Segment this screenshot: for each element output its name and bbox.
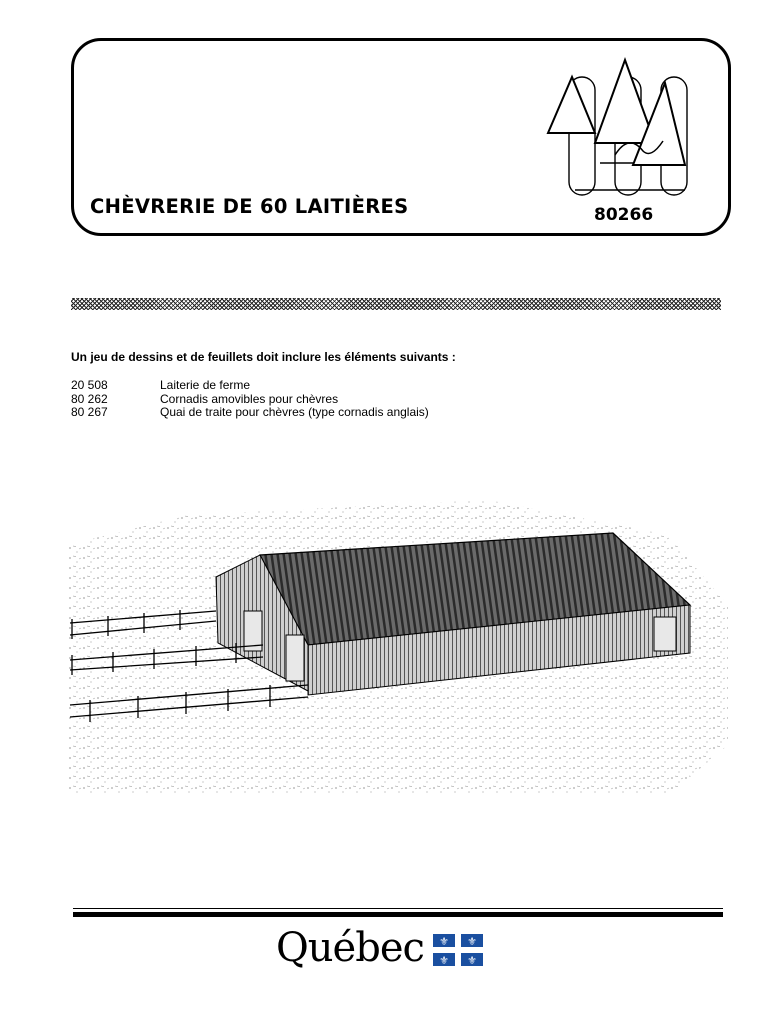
item-code: 20 508 [71, 378, 108, 392]
quebec-flag-icon [433, 934, 483, 971]
svg-text:⚜: ⚜ [439, 935, 449, 948]
plan-number: 80266 [594, 205, 654, 225]
item-label: Cornadis amovibles pour chèvres [160, 391, 339, 406]
item-code: 80 267 [71, 405, 108, 419]
list-item [71, 379, 429, 393]
svg-text:⚜: ⚜ [439, 954, 449, 966]
svg-text:⚜: ⚜ [467, 954, 477, 966]
agri-plans-logo-icon [545, 55, 690, 205]
item-label: Quai de traite pour chèvres (type cornadis anglais) [160, 405, 429, 419]
footer-rule-thick [73, 912, 723, 917]
svg-text:⚜: ⚜ [467, 935, 477, 948]
hatched-divider [71, 298, 721, 310]
quebec-wordmark: Québec [276, 925, 424, 971]
barn-illustration-icon [68, 495, 728, 810]
footer-rule-thin [73, 908, 723, 909]
intro-text: Un jeu de dessins et de feuillets doit inclure les éléments suivants : [71, 350, 456, 364]
items-list [71, 379, 429, 420]
item-label: Laiterie de ferme [160, 378, 251, 392]
page-title: CHÈVRERIE DE 60 LAITIÈRES [90, 195, 409, 218]
list-item [71, 406, 429, 420]
item-code: 80 262 [71, 391, 108, 406]
list-item [71, 393, 429, 407]
